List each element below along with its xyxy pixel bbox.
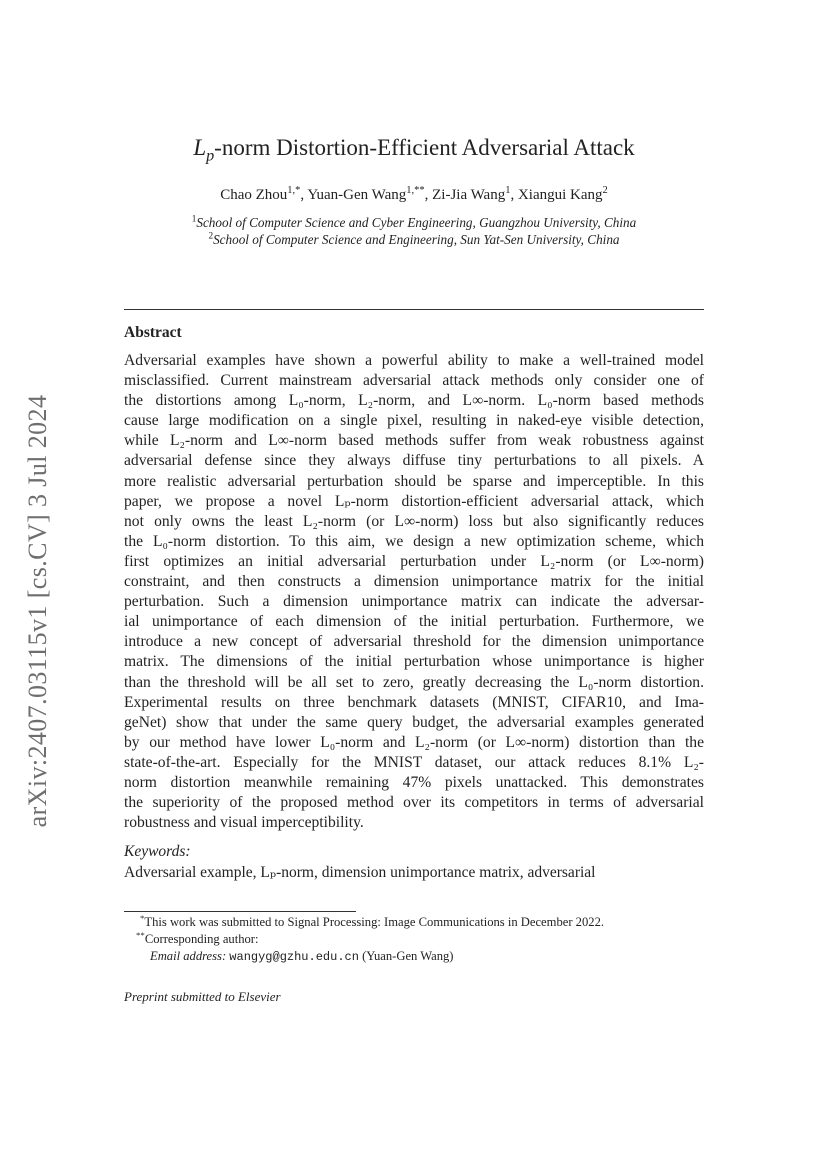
author-name: Zi-Jia Wang [432,187,506,203]
footnote-1 [124,914,740,931]
abstract-line: not only owns the least L₂-norm (or L∞-norm) loss but also significantly reduces [124,512,704,530]
affiliation-mark: 2 [208,230,214,241]
abstract-line: than the threshold will be all set to zero, greatly decreasing the L₀-norm distortion. [124,673,704,691]
abstract-line: perturbation. Such a dimension unimportance matrix can indicate the adversar- [124,593,704,611]
author-marks: 1,** [406,185,425,196]
abstract-line: constraint, and then constructs a dimension unimportance matrix for the initial [124,573,704,591]
abstract-line: adversarial defense since they always diffuse tiny perturbations to all pixels. A [124,452,704,470]
abstract-line: more realistic adversarial perturbation should be sparse and imperceptible. In this [124,472,704,490]
footnote-mark: * [140,912,145,923]
abstract-line: robustness and visual imperceptibility. [124,814,364,832]
footnote-2 [124,931,736,948]
arxiv-sidebar [23,378,53,843]
affiliation-text: School of Computer Science and Cyber Engineering, Guangzhou University, China [196,215,637,230]
author-name: Xiangui Kang [517,187,603,203]
abstract-line: matrix. The dimensions of the initial perturbation whose unimportance is higher [124,653,704,671]
abstract-line: Adversarial examples have shown a powerful ability to make a well-trained model [124,352,704,369]
title-text: -norm Distortion-Efficient Adversarial Attack [214,135,635,160]
abstract-line: the superiority of the proposed method over its competitors in terms of adversarial [124,794,704,812]
email-address[interactable]: wangyg@gzhu.edu.cn [229,950,359,964]
abstract-line: misclassified. Current mainstream adversarial attack methods only consider one of [124,372,704,390]
affiliation-1 [0,215,828,231]
title-math-symbol: L [193,135,207,160]
abstract-line: norm distortion meanwhile remaining 47% pixels unattacked. This demonstrates [124,773,704,791]
abstract-line: while L₂-norm and L∞-norm based methods suffer from weak robustness against [124,432,704,450]
footnote-divider [124,911,356,912]
abstract-line: Experimental results on three benchmark datasets (MNIST, CIFAR10, and Ima- [124,693,704,711]
author-marks: 1 [505,185,511,196]
header-divider [124,309,704,310]
footnote-text: This work was submitted to Signal Processing: Image Communications in December 2022. [144,915,605,929]
abstract-body [124,351,704,833]
author-marks: 2 [602,185,608,196]
abstract-line: by our method have lower L₀-norm and L₂-norm (or L∞-norm) distortion than the [124,733,704,751]
abstract-line: geNet) show that under the same query budget, the adversarial examples generated [124,713,704,731]
author-name: Yuan-Gen Wang [307,187,407,203]
abstract-line: state-of-the-art. Especially for the MNIST dataset, our attack reduces 8.1% L₂- [124,753,704,771]
affiliation-text: School of Computer Science and Engineering, Sun Yat-Sen University, China [213,232,620,247]
arxiv-identifier: arXiv:2407.03115v1 [cs.CV] 3 Jul 2024 [23,394,52,827]
email-owner: (Yuan-Gen Wang) [362,949,454,963]
footnote-email [124,948,750,966]
footnote-mark: ** [136,929,145,940]
preprint-notice: Preprint submitted to Elsevier [124,989,281,1004]
affiliation-2 [0,232,828,248]
abstract-line: introduce a new concept of adversarial threshold for the dimension unimportance [124,633,704,651]
abstract-line: the distortions among L₀-norm, L₂-norm, and L∞-norm. L₀-norm based methods [124,392,704,410]
abstract-line: the L₀-norm distortion. To this aim, we design a new optimization scheme, which [124,532,704,550]
abstract-line: cause large modification on a single pixel, resulting in naked-eye visible detection, [124,412,704,430]
abstract-line: ial unimportance of each dimension of the initial perturbation. Furthermore, we [124,613,704,631]
author-name: Chao Zhou [220,187,288,203]
keywords-text: Adversarial example, Lₚ-norm, dimension unimportance matrix, adversarial [124,864,596,881]
abstract-line: first optimizes an initial adversarial perturbation under L₂-norm (or L∞-norm) [124,552,704,570]
abstract-heading: Abstract [124,324,182,341]
abstract-line: paper, we propose a novel Lₚ-norm distortion-efficient adversarial attack, which [124,492,704,510]
affiliation-mark: 1 [191,213,197,224]
author-marks: 1,* [287,185,301,196]
footnote-text: Corresponding author: [144,932,259,946]
email-label: Email address: [150,949,227,963]
keywords-label: Keywords: [124,843,191,860]
author-list: Chao Zhou$^{1,*}$, Yuan-Gen Wang$^{1,**}$, Zi-Jia Wang$^1$, Xiangui Kang$^2$ [220,185,608,203]
paper-title [0,135,828,165]
title-math-sub: p [206,147,215,165]
